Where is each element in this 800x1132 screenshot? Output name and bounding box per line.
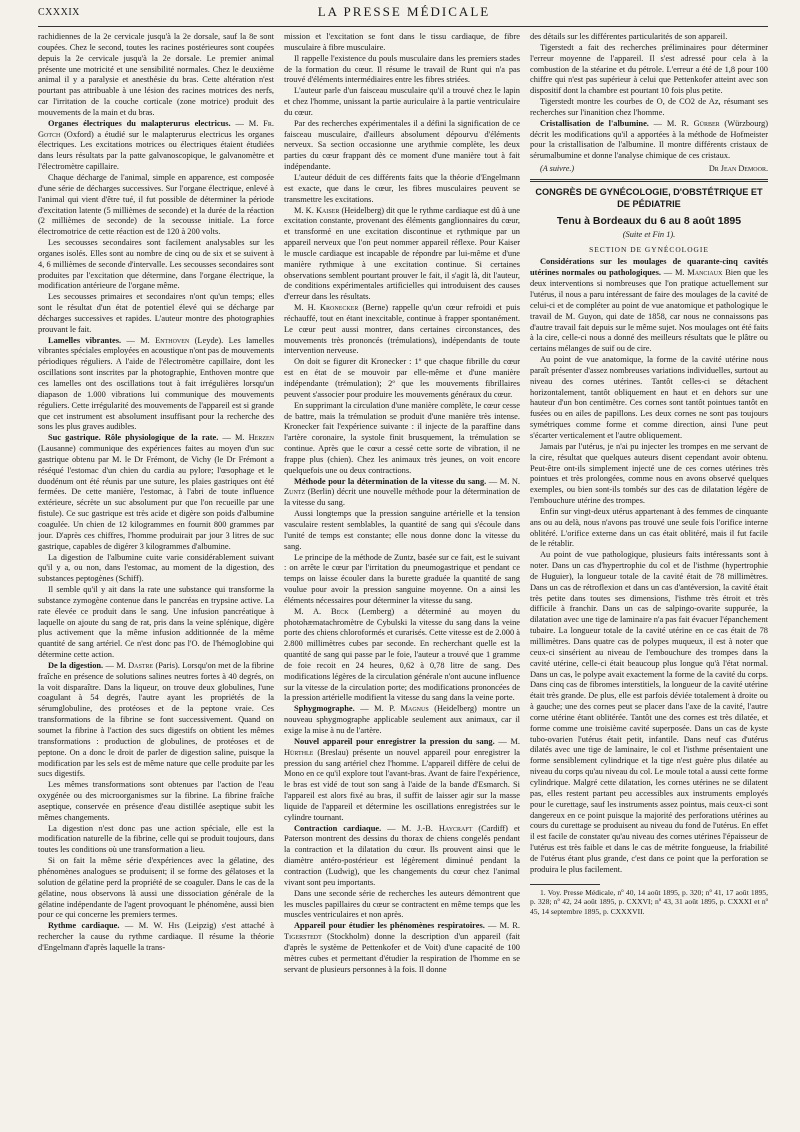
abstract-heading: Cristallisation de l'albumine. xyxy=(540,118,649,128)
paragraph xyxy=(284,86,520,119)
abstract-heading: Rythme cardiaque. xyxy=(48,921,120,931)
abstract-author: — M. J.-B. Haycraft xyxy=(381,823,473,833)
paragraph xyxy=(38,856,274,921)
paragraph-text: (Leipzig) s'est attaché à rechercher la cause du rythme cardiaque. Il résume la théorie d'Engelmann d'après laquelle la trans- xyxy=(38,921,274,952)
abstract-heading: Méthode pour la détermination de la vitesse du sang. xyxy=(294,476,487,486)
abstract-author: — M. Hürthle xyxy=(284,736,520,757)
paragraph xyxy=(530,507,768,550)
paragraph xyxy=(530,257,768,355)
signature xyxy=(530,164,768,175)
paragraph xyxy=(38,433,274,552)
abstract-heading: Contraction cardiaque. xyxy=(294,823,382,833)
abstract-heading: Sphygmographe. xyxy=(294,704,355,714)
paragraph xyxy=(284,704,520,737)
paragraph xyxy=(284,824,520,889)
paragraph xyxy=(38,119,274,173)
abstract-author: — M. Manciaux xyxy=(661,268,723,278)
paragraph-text: Tigerstedt montre les courbes de O, de CO2 de Az, résumant ses recherches sur l'inanition chez l'homme. xyxy=(530,97,768,117)
paragraph xyxy=(284,607,520,705)
paragraph xyxy=(530,355,768,442)
paragraph-text: rachidiennes de la 2e cervicale jusqu'à la 2e dorsale, sauf la 8e sont coupées. Chez le second, toutes les racines postérieures sont coupées depuis la 2e cervicale jusqu'à la 2e dorsale. Le premier animal présente une motricité et une sensibilité normales. Chez le deuxième animal il y a paralysie et anesthésie du bras. Cette altération n'est pourtant pas attribuable à une lésion des racines motrices des nerfs, car l'irritation de la couche corticale (zone motrice) produit des mouvements de la main et du bras. xyxy=(38,32,274,117)
paragraph-text: Il rappelle l'existence du pouls musculaire dans les premiers stades de la formation du cœur. Il résume le travail de Runt qui n'a pas trouvé d'éléments intermédiaires entre les fibres striées. xyxy=(284,53,520,85)
paragraph xyxy=(38,173,274,238)
paragraph-text: Dans une seconde série de recherches les auteurs démontrent que les muscles papillaires du cœur se contractent en même temps que les muscles ventriculaires et non après. xyxy=(284,888,520,920)
paragraph-text: Le principe de la méthode de Zuntz, basée sur ce fait, est le suivant : on arrête le cœur par l'irritation du pneumogastrique et pendant ce temps on laisse écouler dans la burette graduée la quantité de sang voulue pour avoir la pression sanguine moyenne. On a ainsi les éléments nécessaires pour déterminer la vitesse du sang. xyxy=(284,552,520,605)
journal-title: LA PRESSE MÉDICALE xyxy=(317,4,491,19)
paragraph xyxy=(530,119,768,162)
paragraph xyxy=(284,54,520,87)
abstract-heading: Organes électriques du malapterurus electricus. xyxy=(48,118,231,128)
paragraph-text: Les secousses primaires et secondaires n'ont qu'un temps; elles sont le résultat d'un état de potentiel élevé qui se décharge par décharges successives et rapides. L'auteur montre des photographies prouvant le fait. xyxy=(38,292,274,334)
footnote: 1. Voy. Presse Médicale, nº 40, 14 août 1895, p. 320; nº 41, 17 août 1895, p. 328; nº 42, 24 août 1895, p. CXXVI; nº 43, 31 août 1895, p. CXXXI et nº 45, 14 septembre 1895, p. CXXXVII. xyxy=(530,887,768,917)
abstract-author: M. H. Kronecker xyxy=(294,303,359,313)
paragraph xyxy=(530,442,768,507)
paragraph xyxy=(38,336,274,434)
paragraph-text: En supprimant la circulation d'une manière complète, le cœur cesse de battre, mais la trémulation se produit d'une manière très intense. Kronecker fait l'expérience suivante : il injecte de la paraffine dans l'artère coronaire, la systole finit brusquement, la trémulation se continue. Après que le cœur a cessé cette sorte de vibration, il ne frappe plus (chien). Chez les animaux très jeunes, on voit encore quelquefois une ou deux contractions. xyxy=(284,400,520,475)
header-rule xyxy=(38,26,768,27)
abstract-heading: Appareil pour étudier les phénomènes respiratoires. xyxy=(294,921,485,931)
paragraph-text: mission et l'excitation se font dans le tissu cardiaque, de fibre musculaire à fibre musculaire. xyxy=(284,32,520,52)
paragraph xyxy=(284,206,520,304)
paragraph xyxy=(284,303,520,357)
paragraph xyxy=(284,889,520,922)
paragraph-text: (Heidelberg) montre un nouveau sphygmographe applicable seulement aux animaux, car il exige la mise à nu de l'artère. xyxy=(284,704,520,735)
paragraph-text: Tigerstedt a fait des recherches préliminaires pour déterminer l'erreur moyenne de l'appareil. Il s'est adressé pour cela à la combustion de la stéarine et du pétrole. L'erreur a été de 1,8 pour 100 chiffre qui n'est pas supérieur à celui que Pettenkofer atteint avec son dispositif dont la chambre est pourtant 10 fois plus petite. xyxy=(530,42,768,96)
paragraph xyxy=(38,824,274,857)
paragraph-text: (Berlin) décrit une nouvelle méthode pour la détermination de la vitesse du sang. xyxy=(284,487,520,508)
paragraph-text: (Würzbourg) décrit les modifications qu'il a apportées à la méthode de Hofmeister pour la cristallisation de l'albumine. Il montre différents cristaux de sérumalbumine et donne l'analyse chimique de ces cristaux. xyxy=(530,118,768,161)
paragraph-text: La digestion n'est donc pas une action spéciale, elle est la modification naturelle de la fibrine, celle qui se produit toujours, dans toutes les conditions où une transformation a lieu. xyxy=(38,823,274,855)
paragraph-text: Chaque décharge de l'animal, simple en apparence, est composée d'une série de décharges successives. Sur l'organe électrique, enlevé à l'animal qui vient d'être tué, il fut possible de déterminer la période d'excitation latente (5 millièmes de seconde) et la durée de la réaction (2 millièmes de seconde) de la secousse initiale. La force électromotrice de cette réaction est de 120 à 200 volts. xyxy=(38,172,274,237)
paragraph xyxy=(38,32,274,119)
footnote-rule xyxy=(530,884,600,885)
column-3 xyxy=(530,32,768,1122)
page-header xyxy=(38,0,768,24)
paragraph-text: des détails sur les différentes particularités de son appareil. xyxy=(530,32,728,41)
abstract-author: — M. R. Tigerstedt xyxy=(284,921,520,942)
paragraph xyxy=(284,173,520,206)
column-3-top xyxy=(530,32,768,162)
paragraph xyxy=(38,780,274,823)
page-number: CXXXIX xyxy=(38,6,80,18)
paragraph-text: Il semble qu'il y ait dans la rate une substance qui transforme la substance zymogène contenue dans le pancréas en trypsine active. La rate élevée ce produit dans le sang. Une infusion pancréatique à laquelle on ajoute du sang de rat, pris dans la veine splénique, digère plus activement que la même infusion additionnée de la même quantité de sang artériel. Ce n'est donc pas l'O. de l'hémoglobine qui détermine cette action. xyxy=(38,585,274,660)
paragraph-text: (Leyde). Les lamelles vibrantes spéciales employées en acoustique n'ont pas de mouvements périodiques réguliers. A l'aide de l'électromètre capillaire, dont les oscillations sont inscrites par la photographie, Enthoven montre que ces lamelles ont des oscillations tout à fait irrégulières lorsqu'un diapason de 1.000 vibrations lui communique des mouvements réguliers. Cette irrégularité des mouvements de l'appareil est si grande que cet instrument est absolument insuffisant pour la recherche des sons les plus graves audibles. xyxy=(38,335,274,432)
paragraph-text: Par des recherches expérimentales il a défini la signification de ce faisceau musculaire, d'ailleurs absolument dépourvu d'éléments nerveux. Sa section occasionne une arythmie complète, les deux parties du cœur frappant dès ce moment d'une manière tout à fait indépendante. xyxy=(284,118,520,172)
abstract-author: — M. W. His xyxy=(119,921,180,931)
abstract-author: — M. Fr. Gotch xyxy=(38,118,274,139)
paragraph xyxy=(38,238,274,292)
abstract-heading: Nouvel appareil pour enregistrer la pression du sang. xyxy=(294,736,495,746)
paragraph-text: (Cardiff) et Paterson montrent des dessins du thorax de chiens congelés pendant la contraction et la dilatation du cœur. Ils prouvent ainsi que le diamètre antéro-postérieur est légèrement diminué pendant la contraction (Ludwig), que les changements du cœur chez l'animal vivant sont peu importants. xyxy=(284,823,520,887)
abstract-author: — M. Dastre xyxy=(103,660,154,670)
congress-suite: (Suite et Fin 1). xyxy=(622,230,676,240)
paragraph xyxy=(284,477,520,510)
paragraph xyxy=(284,509,520,552)
abstract-author: — M. N. Zuntz xyxy=(284,476,520,497)
continued-note: (A suivre.) xyxy=(540,164,575,174)
paragraph-text: L'auteur parle d'un faisceau musculaire qu'il a trouvé chez le lapin et chez l'homme, unissant la partie auriculaire à la partie ventriculaire du cœur. xyxy=(284,86,520,117)
paragraph xyxy=(530,97,768,119)
abstract-author: — M. R. Gürber xyxy=(648,118,720,128)
paragraph xyxy=(284,553,520,607)
paragraph-text: Les mêmes transformations sont obtenues par l'action de l'eau oxygénée ou des microorganismes sur la fibrine. La fibrine fraîche aseptique, conservée en présence d'eau distillée aseptique subit les mêmes changements. xyxy=(38,780,274,822)
paragraph xyxy=(284,357,520,400)
abstract-author: M. K. Kaiser xyxy=(294,205,340,215)
paragraph-text: (Heidelberg) dit que le rythme cardiaque est dû à une excitation constante, provenant des éléments ganglionnaires du cœur, et transformé en une excitation discontinue et rythmique par un appareil nerveux que l'on peut nommer appareil réflexe. Pour Kaiser le muscle cardiaque est incapable de répondre par lui-même et d'une manière rythmique à une excitation continue. Si certaines observations semblent pourtant prouver le fait, il s'agit là, dit l'auteur, de conditions expérimentales artificielles qui introduisent des causes d'erreur dans les résultats. xyxy=(284,205,520,302)
paragraph-text: On doit se figurer dit Kronecker : 1º que chaque fibrille du cœur est en état de se mouvoir par elle-même et d'une manière indépendante (trémulation); 2º que les mouvements fibrillaires peuvent s'associer pour produire les mouvements généraux du cœur. xyxy=(284,357,520,399)
paragraph-text: Au point de vue anatomique, la forme de la cavité utérine nous paraît présenter d'assez nombreuses variations individuelles, surtout au niveau des cornes utérines. Tantôt celles-ci se détachent horizontalement, tantôt obliquement en haut et en dehors sur une hauteur d'un bon centimètre. Ces cornes sont tantôt pointues tantôt en fusées ou en ailes de papillons. Les deux cornes ne sont pas toujours symétriques comme forme et comme direction, ainsi l'une peut s'écarter verticalement et l'autre obliquement. xyxy=(530,355,768,440)
paragraph-text: Enfin sur vingt-deux utérus appartenant à des femmes de cinquante ans ou au delà, nous n'avons pas trouvé une seule fois l'orifice interne oblitéré. L'orifice externe dans un cas était oblitéré, mais il fut facile de le rétablir. xyxy=(530,506,768,549)
abstract-author: M. A. Beck xyxy=(294,606,349,616)
column-3-bottom xyxy=(530,257,768,875)
section-rule xyxy=(530,179,768,182)
signature-author: Dr Jean Demoor. xyxy=(708,164,768,174)
abstract-author: — M. Enthoven xyxy=(121,335,190,345)
paragraph-text: Aussi longtemps que la pression sanguine artérielle et la tension vasculaire restent semblables, la quantité de sang qui s'écoule dans l'unité de temps est constante; elle nous donne donc la vitesse du sang. xyxy=(284,509,520,551)
paragraph-text: Les secousses secondaires sont facilement analysables sur les organes isolés. Elles sont au nombre de cinq ou de six et se suivent à 4, 6 millièmes de seconde d'intervalle. Les secousses secondaires sont produites par l'excitation que détermine, dans l'organe électrique, la modification antérieure de l'organe même. xyxy=(38,238,274,291)
paragraph xyxy=(284,737,520,824)
paragraph xyxy=(38,553,274,586)
paragraph-text: Bien que les deux interventions si nombreuses que l'on pratique actuellement sur l'utérus, il nous a paru intéressant de faire des moulages de la cavité de celui-ci et de compléter au point de vue anatomique et pathologique le travail de M. Guyon, qui date de 1858, car nous ne connaissons pas d'autre travail fait depuis sur le même sujet. Nos moulages ont été faits à la cire, celle-ci nous a donné des meilleurs résultats que le plâtre ou certains mélanges de suif ou de cire. xyxy=(530,268,768,354)
paragraph-text: Jamais par l'utérus, je n'ai pu injecter les trompes en me servant de la cire, résultat que quelques auteurs disent cependant avoir obtenu. Peut-être ont-ils simplement injecté une de ces cornes utérines très pointues et très prolongées, comme nous en avons observé quelques exemples, ou bien sont-ils tombés sur des cas de dilatation légère de l'embouchure utérine des trompes. xyxy=(530,441,768,506)
paragraph xyxy=(284,119,520,173)
paragraph-text: (Lemberg) a déterminé au moyen du photohæmatachromètre de Cybulski la vitesse du sang dans la veine porte des chiens chloroformés et curarisés. Cette vitesse est de 2.000 à 2.800 millimètres cubes par seconde. En recherchant quelle est la quantité de sang qui passe par le foie, l'auteur a trouvé que 1 gramme de foie recoit en 24 heures, 0,62 à 0,78 litre de sang. Des modifications légères de la circulation générale n'ont aucune influence sur la vitesse de la circulation porte; des modifications prononcées de la pression artérielle modifient la vitesse du sang dans la veine porte. xyxy=(284,606,520,703)
paragraph-text: Au point de vue pathologique, plusieurs faits intéressants sont à noter. Dans un cas d'hypertrophie du col et de l'isthme (hypertrophie de Huguier), la longueur totale de la cavité était de 78 millimètres. Dans un cas de rétroflexion et dans un cas d'antéversion, la cavité était très petite dans toutes ses dimensions, l'isthme très étroit et très difficile à franchir. Dans un cas de salpingo-ovarite suppurée, la dilatation avec une tige de laminaire n'a pas fait évacuer l'épanchement tubaire. La longueur totale de la cavité utérine en ce cas était de 78 millimètres. Dans quatre cas de polypes muqueux, il est à noter que ceux-ci sinsérient au niveau de l'embouchure des trompes dans la cavité utérine, celle-ci était beaucoup plus longue qu'à l'état normal. Dans un cas, le polype avait exactement la forme de la cavité du corps. Dans cinq cas de fibromes interstitiels, la longueur de la cavité utérine était très grande. De plus, elle est parfois déviée totalement à droite ou à gauche; une des cornes peut se placer dans l'axe de la cavité, l'autre corne utérine étant oblitérée. Tantôt une des cornes est très dilatée, et forme comme une troisième cavité superposée. Dans un cas de kyste tubo-ovarien l'utérus était petit, infantile. Dans neuf cas d'utérus dilatés avec une tige de laminaire, le col et l'isthme présentaient une forme sensiblement cylindrique et la tige n'est guère plus dilatée au niveau du corps qu'au niveau du col. Le moule total a aussi cette forme cylindrique. Malgré cette dilatation, les cornes utérines ne se dilatent pas, elles restent partant peu accessibles aux instruments employés pour le curettage, sauf les instruments assez pointus, mais ceux-ci sont dangereux en ce point puisque la majorité des perforations utérines au cours du curettage se produisent au niveau du fond de l'utérus. En effet il est facile de constater qu'au niveau des cornes utérines l'épaisseur de l'utérus est très faible et dans le cas de métrite fongueuse, la friabilité de l'utérus étant plus grande, c'est dans ce point que la perforation se produira le plus facilement. xyxy=(530,550,768,874)
paragraph-text: Si on fait la même série d'expériences avec la gélatine, des phénomènes analogues se produisent; il se forme des gélatoses et la solution de gélatine perd la propriété de se coaguler. Dans le cas de la gélatine, nous observons là aussi une dissociation générale de la gélatine indépendante de l'agent provoquant le phénomène, aussi bien pour ce qui concerne les premiers termes. xyxy=(38,856,274,920)
paragraph-text: (Paris). Lorsqu'on met de la fibrine fraîche en présence de solutions salines neutres fortes à 40 degrés, on la voit disparaître. Dans la liqueur, on trouve deux globulines, l'une coagulant à 54 degrés, l'autre ayant les propriétés de la sérumglobuline, des protéoses et de la peptone vraie. Ces transformations de la fibrine se font successivement. Quand on soumet la fibrine à l'action des sucs digestifs on obtient les mêmes transformations : production de globulines, de protéoses et de peptone. On a donc le droit de parler de digestion saline, puisque la modification par les sels est de même nature que celle produite par les sucs digestifs. xyxy=(38,660,274,779)
paragraph xyxy=(284,921,520,975)
paragraph-text: La digestion de l'albumine cuite varie considérablement suivant qu'il y a, ou non, dans l'estomac, au moment de la digestion, des substances peptogènes (Schiff). xyxy=(38,552,274,584)
paragraph xyxy=(38,921,274,954)
column-2 xyxy=(284,32,520,1122)
paragraph xyxy=(284,401,520,477)
paragraph-text: L'auteur déduit de ces différents faits que la théorie d'Engelmann est exacte, que dans le cœur, les fibres musculaires peuvent se transmettre les excitations. xyxy=(284,172,520,204)
paragraph-text: (Berne) rappelle qu'un cœur refroidi et puis réchauffé, tout en étant inexcitable, continue à frapper spontanément. Le cœur peut aussi montrer, dans certaines circonstances, des mouvements très prononcés (trémulations), indépendants de toute intervention nerveuse. xyxy=(284,303,520,356)
paragraph xyxy=(38,661,274,780)
paragraph xyxy=(38,585,274,661)
paragraph xyxy=(38,292,274,335)
paragraph xyxy=(530,32,768,43)
paragraph-text: (Stockholm) donne la description d'un appareil (fait d'après le système de Pettenkofer et de Voit) d'une capacité de 100 mètres cubes et permettant d'étudier la respiration de l'homme en se servant de plusieurs personnes à la fois. Il donne xyxy=(284,932,520,974)
abstract-author: — M. Herzen xyxy=(218,433,274,443)
paragraph xyxy=(284,32,520,54)
congress-dates: Tenu à Bordeaux du 6 au 8 août 1895 xyxy=(556,214,742,227)
paragraph-text: (Breslau) présente un nouvel appareil pour enregistrer la pression du sang artériel chez l'homme. L'appareil diffère de celui de Mono en ce qu'il explore tout l'avant-bras. Avant de faire l'expérience, le bras est vidé de tout son sang à l'aide de la bande d'Esmarch. Si l'appareil est alors fixé au bras, il suffit de laisser agir sur la masse liquide de l'appareil et détermine les oscillations enregistrées sur le cylindre tournant. xyxy=(284,747,520,822)
abstract-author: — M. P. Magnus xyxy=(354,704,429,714)
abstract-heading: De la digestion. xyxy=(48,660,104,670)
paragraph xyxy=(530,550,768,875)
section-label: SECTION DE GYNÉCOLOGIE xyxy=(589,244,709,254)
paragraph-text: (Lausanne) communique des expériences faites au moyen d'un suc gastrique obtenu par M. le Dr Frémont, de Vichy (le Dr Frémont a réséqué l'estomac d'un chien du cardia au pylore; l'œsophage et le duodénum ont été réunis par une suture, les plaies gastriques ont été fermées. De cette manière, l'estomac, à l'abri de toute influence extérieure, sécrète un suc absolument pur que l'on recueille par une fistule). Ce suc gastrique est très acide et digère son poids d'albumine coagulée. Un chien de 12 kilogrammes en fournit 800 grammes par jour. D'après ces chiffres, l'homme produirait par jour 3 litres de suc gastrique, capables de digérer 3 kilogrammes d'albumine. xyxy=(38,444,274,551)
abstract-heading: Considérations sur les moulages de quarante-cinq cavités utérines normales ou pathologiques. xyxy=(530,257,768,278)
congress-title: CONGRÈS DE GYNÉCOLOGIE, D'OBSTÉTRIQUE ET DE PÉDIATRIE xyxy=(535,186,763,210)
paragraph-text: (Oxford) a étudié sur le malapterurus electricus les organes électriques. Les excitations motrices ou électriques étaient étudiées dans leurs résultats par la patte galvanoscopique, le galvanomètre et l'électromètre capillaire. xyxy=(38,129,274,172)
abstract-heading: Suc gastrique. Rôle physiologique de la rate. xyxy=(48,433,219,443)
column-1 xyxy=(38,32,274,1122)
paragraph xyxy=(530,43,768,97)
abstract-heading: Lamelles vibrantes. xyxy=(48,335,122,345)
